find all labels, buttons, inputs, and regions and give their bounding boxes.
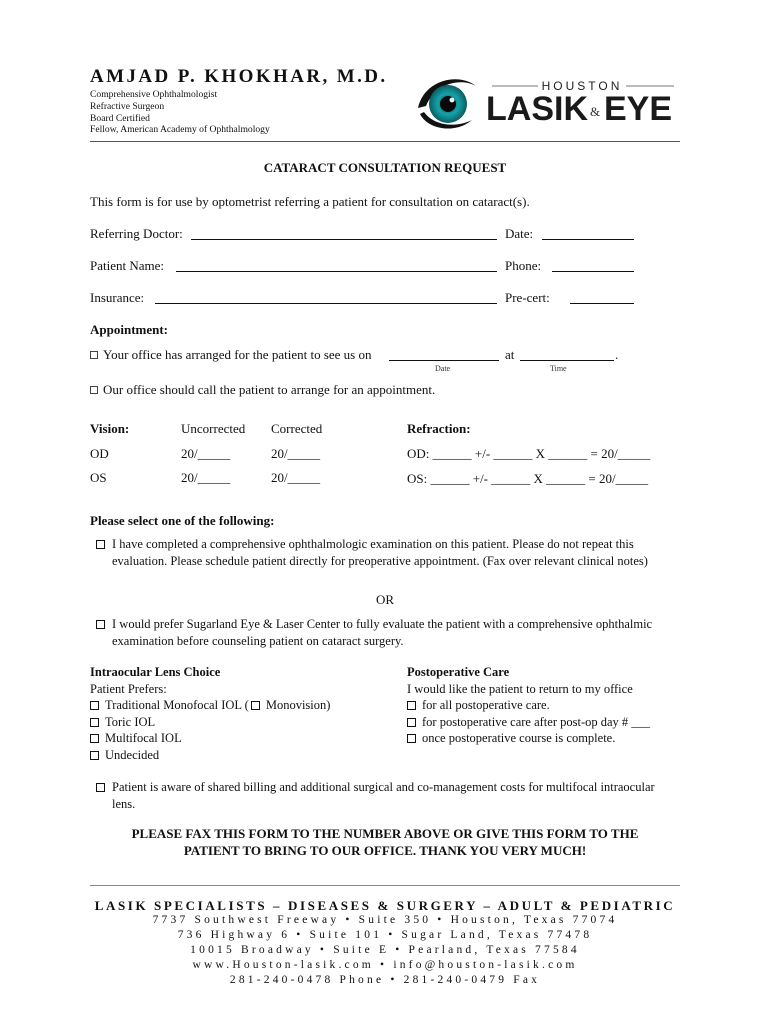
option-text: Monovision): [265, 698, 331, 712]
footer-headline: LASIK SPECIALISTS – DISEASES & SURGERY – ADULT & PEDIATRIC: [94, 898, 676, 913]
checkbox[interactable]: [407, 718, 416, 727]
logo-houston: HOUSTON: [541, 79, 623, 93]
uncorrected-header: Uncorrected: [181, 421, 246, 436]
checkbox[interactable]: [90, 351, 98, 359]
postop-option-complete[interactable]: [407, 730, 650, 747]
postop-care-section: [407, 664, 650, 747]
appointment-heading: Appointment:: [90, 322, 169, 337]
footer-address-sugar-land: 736 Highway 6 • Suite 101 • Sugar Land, Texas 77478: [177, 929, 593, 941]
logo-eye: EYE: [604, 90, 673, 128]
doctor-credentials: [90, 89, 270, 136]
insurance-label: Insurance:: [90, 290, 145, 305]
footer-address-houston: 7737 Southwest Freeway • Suite 350 • Houston, Texas 77074: [152, 914, 618, 926]
checkbox[interactable]: [90, 701, 99, 710]
doctor-name: AMJAD P. KHOKHAR, M.D.: [90, 66, 388, 87]
selection-option-completed-exam[interactable]: [96, 536, 686, 569]
patient-name-field[interactable]: [176, 260, 497, 272]
od-corrected-field[interactable]: 20/_____: [271, 446, 321, 461]
fax-notice-line-1: PLEASE FAX THIS FORM TO THE NUMBER ABOVE OR GIVE THIS FORM TO THE: [131, 826, 639, 841]
referring-doctor-field[interactable]: [191, 228, 497, 240]
option-text: once postoperative course is complete.: [422, 731, 616, 745]
precert-field[interactable]: [570, 292, 634, 304]
iol-option-multifocal[interactable]: [90, 730, 330, 747]
postop-heading: Postoperative Care: [407, 665, 510, 679]
header-divider: [90, 141, 680, 142]
option-text: Toric IOL: [105, 714, 156, 729]
checkbox[interactable]: [90, 734, 99, 743]
option-text: I would prefer Sugarland Eye & Laser Center to fully evaluate the patient with a comprehensive ophthalmic examination before counseling patient on cataract surgery.: [112, 617, 653, 648]
appointment-option-arranged[interactable]: [90, 347, 371, 363]
od-uncorrected-field[interactable]: 20/_____: [181, 446, 231, 461]
os-refraction-field[interactable]: ______ +/- ______ X ______ = 20/_____: [430, 471, 649, 486]
option-text: Multifocal IOL: [105, 731, 182, 745]
fax-notice-line-2: PATIENT TO BRING TO OUR OFFICE. THANK YOU VERY MUCH!: [183, 843, 587, 858]
phone-field[interactable]: [552, 260, 634, 272]
od-label: OD: [90, 446, 109, 461]
period: .: [615, 347, 619, 362]
iol-option-undecided[interactable]: [90, 747, 330, 764]
option-text: Traditional Monofocal IOL (: [105, 698, 249, 712]
credential-line: Board Certified: [90, 112, 150, 124]
iol-choice-section: [90, 664, 330, 763]
od-refraction[interactable]: [407, 446, 650, 462]
at-label: at: [505, 347, 515, 362]
checkbox[interactable]: [90, 751, 99, 760]
credential-line: Fellow, American Academy of Ophthalmology: [90, 124, 270, 136]
appointment-time-field[interactable]: [520, 349, 614, 361]
or-divider: OR: [375, 592, 395, 607]
checkbox[interactable]: [96, 783, 105, 792]
os-corrected-field[interactable]: 20/_____: [271, 470, 321, 485]
option-text: Our office should call the patient to arrange for an appointment.: [103, 382, 436, 397]
monovision-checkbox[interactable]: [251, 701, 260, 710]
appointment-date-field[interactable]: [389, 349, 499, 361]
option-text: I have completed a comprehensive ophthalmologic examination on this patient. Please do not repeat this evaluation. Please schedule patient directly for preoperative appointment. (Fax over relevant clinical notes): [112, 537, 648, 568]
credential-line: Comprehensive Ophthalmologist: [90, 89, 218, 100]
footer-phone-fax: 281-240-0478 Phone • 281-240-0479 Fax: [229, 974, 541, 986]
os-refraction[interactable]: [407, 471, 648, 487]
option-text: Patient is aware of shared billing and additional surgical and co-management costs for multifocal intraocular lens.: [112, 780, 655, 811]
iol-option-monofocal[interactable]: [90, 697, 330, 714]
precert-label: Pre-cert:: [505, 290, 550, 305]
date-label: Date:: [505, 226, 534, 241]
vision-heading: Vision:: [90, 421, 130, 436]
patient-name-label: Patient Name:: [90, 258, 165, 273]
option-text: Your office has arranged for the patient to see us on: [103, 347, 372, 362]
appointment-option-call[interactable]: [90, 382, 435, 398]
iol-heading: Intraocular Lens Choice: [90, 665, 221, 679]
checkbox[interactable]: [407, 701, 416, 710]
form-intro: This form is for use by optometrist referring a patient for consultation on cataract(s).: [90, 194, 530, 209]
checkbox[interactable]: [90, 718, 99, 727]
refraction-heading: Refraction:: [407, 421, 471, 436]
postop-option-all[interactable]: [407, 697, 650, 714]
referring-doctor-label: Referring Doctor:: [90, 226, 183, 241]
phone-label: Phone:: [505, 258, 542, 273]
footer-web-email: www.Houston-lasik.com • info@houston-lasik.com: [192, 959, 578, 971]
postop-sub: I would like the patient to return to my office: [407, 681, 633, 696]
iol-sub: Patient Prefers:: [90, 681, 167, 696]
os-label: OS: [90, 470, 107, 485]
od-refraction-label: OD:: [407, 446, 430, 461]
eye-logo-icon: [414, 72, 682, 132]
checkbox[interactable]: [90, 386, 98, 394]
logo-lasik: LASIK: [486, 90, 588, 128]
credential-line: Refractive Surgeon: [90, 100, 165, 112]
logo-ampersand: &: [590, 104, 601, 119]
form-title: CATARACT CONSULTATION REQUEST: [263, 160, 507, 175]
os-uncorrected-field[interactable]: 20/_____: [181, 470, 231, 485]
option-text: for postoperative care after post-op day # ___: [422, 714, 651, 729]
checkbox[interactable]: [96, 620, 105, 629]
checkbox[interactable]: [407, 734, 416, 743]
selection-option-full-evaluation[interactable]: [96, 616, 666, 649]
iol-option-toric[interactable]: [90, 714, 330, 731]
footer-address-pearland: 10015 Broadway • Suite E • Pearland, Texas 77584: [190, 944, 580, 956]
time-caption: Time: [550, 364, 567, 373]
selection-heading: Please select one of the following:: [90, 513, 275, 528]
os-refraction-label: OS:: [407, 471, 428, 486]
billing-acknowledgement[interactable]: [96, 779, 656, 812]
insurance-field[interactable]: [155, 292, 497, 304]
footer-divider: [90, 885, 680, 886]
date-field[interactable]: [542, 228, 634, 240]
date-caption: Date: [435, 364, 451, 373]
option-text: Undecided: [105, 747, 160, 762]
houston-lasik-eye-logo: [414, 72, 682, 132]
checkbox[interactable]: [96, 540, 105, 549]
postop-option-after-day[interactable]: [407, 714, 650, 731]
corrected-header: Corrected: [271, 421, 323, 436]
option-text: for all postoperative care.: [422, 698, 550, 712]
od-refraction-field[interactable]: ______ +/- ______ X ______ = 20/_____: [432, 446, 651, 461]
